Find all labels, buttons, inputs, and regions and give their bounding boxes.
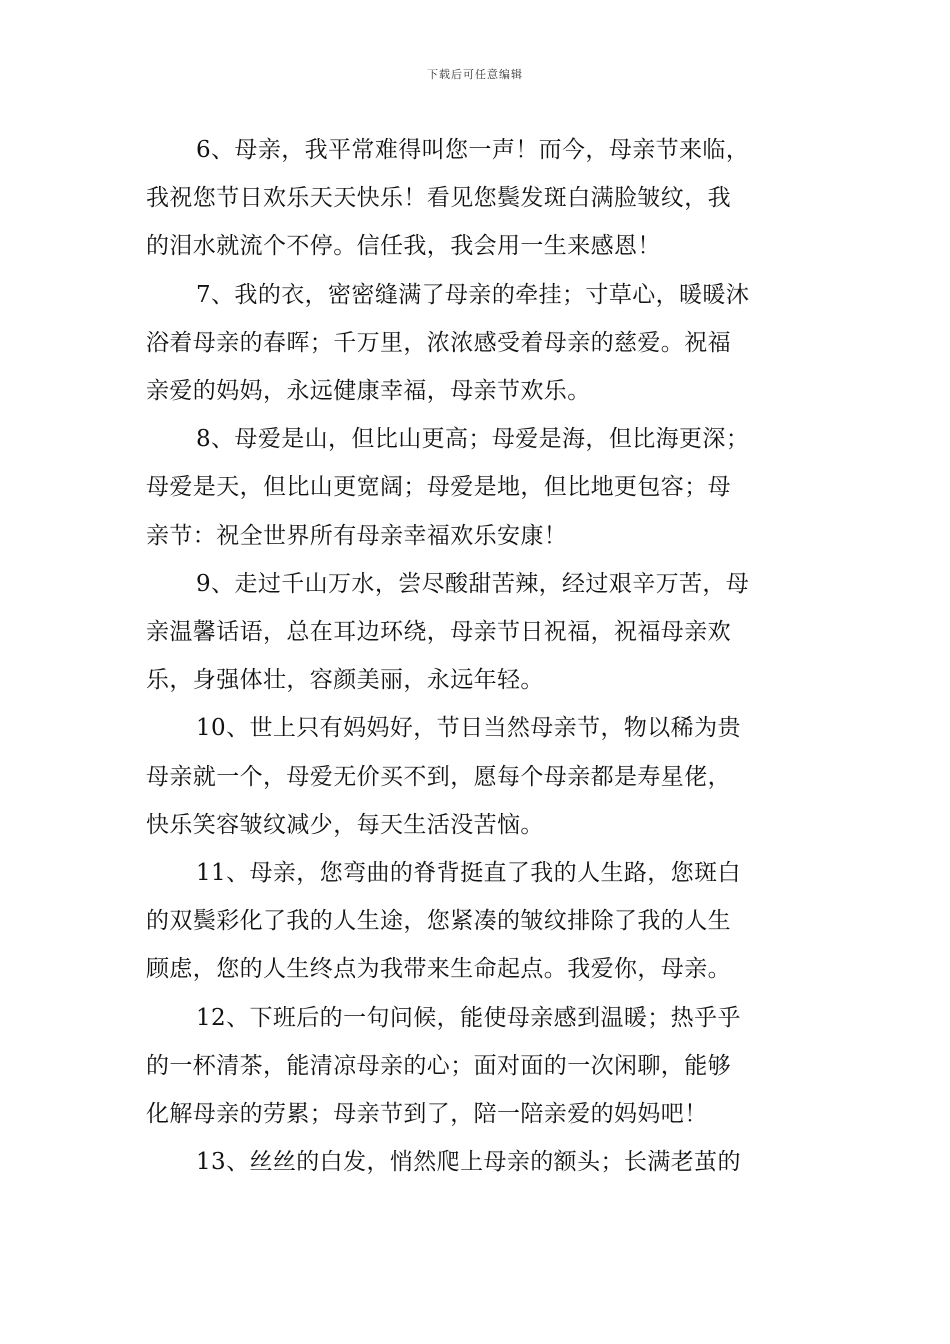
text-line: 13、丝丝的白发，悄然爬上母亲的额头；长满老茧的 <box>196 1149 741 1176</box>
paragraph-13 <box>146 1138 808 1186</box>
text-line: 母爱是天，但比山更宽阔；母爱是地，但比地更包容；母 <box>146 474 731 501</box>
text-line: 8、母爱是山，但比山更高；母爱是海，但比海更深； <box>196 426 750 453</box>
paragraph-11 <box>146 849 808 994</box>
text-line: 12、下班后的一句问候，能使母亲感到温暖；热乎乎 <box>196 1004 741 1031</box>
text-line: 亲爱的妈妈，永远健康幸福，母亲节欢乐。 <box>146 378 591 405</box>
text-line: 6、母亲，我平常难得叫您一声！而今，母亲节来临， <box>196 137 750 163</box>
text-line: 快乐笑容皱纹减少，每天生活没苦恼。 <box>146 811 544 838</box>
text-line: 母亲就一个，母爱无价买不到，愿每个母亲都是寿星佬， <box>146 763 731 790</box>
text-line: 浴着母亲的春晖；千万里，浓浓感受着母亲的慈爱。祝福 <box>146 329 731 356</box>
paragraph-8 <box>146 415 808 560</box>
text-line: 7、我的衣，密密缝满了母亲的牵挂；寸草心，暖暖沐 <box>196 281 750 308</box>
paragraph-12 <box>146 994 808 1139</box>
text-line: 亲温馨话语，总在耳边环绕，母亲节日祝福，祝福母亲欢 <box>146 619 731 646</box>
paragraph-6 <box>146 126 808 271</box>
text-line: 11、母亲，您弯曲的脊背挺直了我的人生路，您斑白 <box>196 860 741 887</box>
text-line: 化解母亲的劳累；母亲节到了，陪一陪亲爱的妈妈吧！ <box>146 1101 708 1128</box>
text-line: 的一杯清茶，能清凉母亲的心；面对面的一次闲聊，能够 <box>146 1052 731 1079</box>
header-note: 下载后可任意编辑 <box>427 68 523 81</box>
text-line: 的泪水就流个不停。信任我，我会用一生来感恩！ <box>146 233 661 260</box>
text-line: 9、走过千山万水，尝尽酸甜苦辣，经过艰辛万苦，母 <box>196 570 750 597</box>
text-line: 的双鬓彩化了我的人生途，您紧凑的皱纹排除了我的人生 <box>146 908 731 935</box>
document-body <box>146 126 808 1186</box>
text-line: 10、世上只有妈妈好，节日当然母亲节，物以稀为贵 <box>196 715 741 742</box>
text-line: 顾虑，您的人生终点为我带来生命起点。我爱你，母亲。 <box>146 956 731 983</box>
text-line: 亲节：祝全世界所有母亲幸福欢乐安康！ <box>146 522 568 549</box>
text-line: 我祝您节日欢乐天天快乐！看见您鬓发斑白满脸皱纹，我 <box>146 185 731 212</box>
text-line: 乐，身强体壮，容颜美丽，永远年轻。 <box>146 667 544 694</box>
paragraph-9 <box>146 560 808 705</box>
paragraph-10 <box>146 704 808 849</box>
paragraph-7 <box>146 271 808 416</box>
